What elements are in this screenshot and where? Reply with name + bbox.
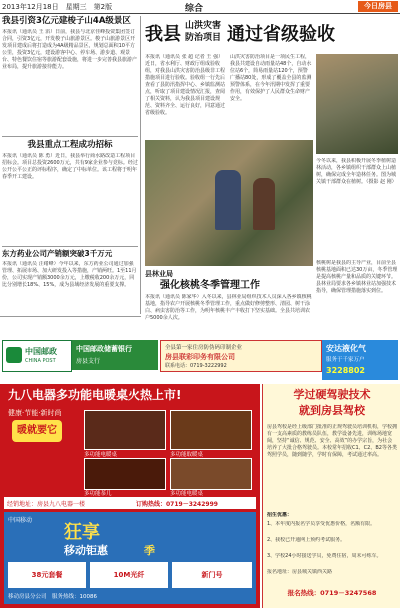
left-column	[2, 16, 138, 314]
article-body: 本报讯（通讯员 张 超 记者 王 强）近日，省水利厅、财政厅组成验收组，对我县山洪灾害防治县级非工程措施项目进行验收。验收组一行先后查看了县防汛指挥中心、乡镇监测站点，听取了项目建设情况汇报，查阅了相关资料，认为我县项目建设规范、资料齐全、运行良好，同意通过省级验收。	[145, 54, 226, 116]
sub-kicker: 县林业局	[145, 270, 173, 278]
article-body: 本报讯（通讯员 汪绪峰）今年以来，东方药业公司通过加强管理、拓展市场、加大研发投入等措施，产销两旺。1至11月份，公司实现产销额3000余万元，上缴税收200余万元，同比分别增长18%、15%，成为县域经济发展的重要支撑。	[2, 261, 137, 288]
ad-title: 学过硬驾驶技术	[293, 388, 371, 401]
article-body: 山洪灾害防治项目是一项民生工程，我县共建设自动雨量站48个，自动水位站6个，简易雨量站120个，预警广播站80处，形成了覆盖全县的监测预警体系，在今年汛期中发挥了重要作用，有效保护了人民群众生命财产安全。	[230, 54, 312, 102]
product-label: 多功能取暖桌	[170, 452, 204, 458]
article-body: 本报讯（通讯员 王 滔）日前，我县与北京佳峰投资集团签订合同，引资3亿元，开发梭子山旅游景区。梭子山旅游景区开发项目建成后将打造成为4A级精品景区，规划总面积10平方公里，投资3亿元，建设游客中心、停车场、游步道、观景台、特色餐饮住宿等旅游配套设施，将进一步完善我县旅游产业布局，提升旅游接待能力。	[2, 29, 138, 70]
ad-title: 就到房县驾校	[299, 404, 365, 417]
article-title[interactable]: 我县引资3亿元建梭子山4A级景区	[2, 16, 131, 26]
article-body: 本报讯（通讯员 陈 勇）近日，我县举行商水路改造工程项目招标会。项目总投资2600万元，共有9家企业参与竞标。经过公开公平公正的评标程序，确定了中标单位。该工程将于明年春季开工建设。	[2, 153, 138, 180]
article-photo	[316, 54, 398, 154]
photo-caption: 今冬以来，我县积极开展冬季植树造林活动，各乡镇组织干部群众上山植树，确保完成全年造林任务。图为城关镇干部群众在植树。（摄影 赵 刚）	[316, 158, 397, 185]
divider	[2, 136, 138, 137]
main-headline[interactable]: 我县 山洪灾害 防治项目 通过省级验收	[145, 21, 335, 45]
ad-list-item: 2、我校已开通网上预约考试服务。	[267, 537, 346, 543]
ad-list-item: 3、学校24小时接送学员，免费住宿，周末可练车。	[267, 553, 382, 559]
post-logo-icon	[6, 347, 22, 363]
column-divider	[140, 16, 141, 314]
article-photo	[145, 140, 313, 266]
product-label: 多功能茶几	[84, 491, 112, 497]
ad-title: 九八电器多功能电暖桌火热上市!	[8, 388, 182, 402]
divider	[2, 246, 138, 247]
photo-figure	[253, 178, 275, 230]
product-image	[84, 458, 166, 490]
product-image	[170, 410, 252, 450]
ad-phone: 报名热线：0719－3247568	[287, 589, 377, 597]
product-label: 多功能电暖桌	[84, 452, 118, 458]
ad-list-item: 报名地址：房县城关镇西关路	[267, 569, 333, 575]
offer-tile[interactable]: 10M光纤	[90, 562, 168, 588]
heater-ad[interactable]	[0, 384, 260, 608]
ad-list-item: 1、本年度内报名学员享受优惠价格，名额有限。	[267, 521, 376, 527]
ad-body: 房县驾校是经上级部门批准的正规驾驶员培训机构，学校拥有一支高素质的教练员队伍，教学设备先进，训练场地宽阔，坚持“诚信、规范、安全、高效”的办学宗旨，为社会培养了大批合格驾驶员。本校常年招收C1、C2、B2等各类驾照学员，随到随学，学时有保障，考试通过率高。	[267, 424, 397, 458]
gas-banner[interactable]: 安达液化气 服务于千家万户 3228802	[322, 340, 398, 380]
ad-slogan: 健康·节能·新时尚	[8, 409, 62, 417]
mobile-promo[interactable]: 中国移动 狂享 移动钜惠 季 38元套餐 10M光纤 新门号 移动房县分公司 服务热线：10086	[4, 512, 256, 604]
driving-school-ad[interactable]	[262, 384, 400, 608]
product-image	[170, 458, 252, 490]
product-image	[84, 410, 166, 450]
page-header	[0, 0, 400, 14]
ad-badge: 暖就要它	[12, 420, 62, 442]
section-name: 综合	[185, 4, 204, 14]
article-body: 核桃树是我县的主导产业，目前全县核桃基地面积已达30万亩，冬季管理是提高核桃产量和品质的关键环节。县林业局要求各乡镇林业站加强技术指导，确保管理措施落实到位。	[316, 260, 398, 294]
photo-figure	[215, 170, 241, 230]
issue-date: 2013年12月18日 星期三 第2版	[2, 3, 113, 11]
newspaper-logo: 今日房县	[358, 1, 398, 12]
post-banner[interactable]	[2, 340, 72, 372]
offer-tile[interactable]: 新门号	[172, 562, 252, 588]
offer-tile[interactable]: 38元套餐	[8, 562, 86, 588]
article-title[interactable]: 我县重点工程成功招标	[27, 140, 113, 150]
divider	[0, 316, 141, 317]
article-body: 本报讯（通讯员 陈家华）入冬以来，县林业局组织技术人员深入各乡镇核桃基地，指导农户开展核桃冬季管理工作，重点做好修剪整形、清园、树干涂白、病虫害防治等工作，为明年核桃丰产丰收打下坚实基础。全县共培训农户5000余人次。	[145, 294, 312, 321]
ad-contact-bar: 经销地址：房县九八电器一楼 订购热线：0719－3242999	[4, 497, 256, 509]
printing-banner[interactable]: 全县第一家住房防伪码印制企业 房县联彩印务有限公司 联系电话：0719-3222992	[160, 340, 322, 372]
ad-list-title: 招生优惠：	[267, 512, 293, 518]
article-title[interactable]: 强化核桃冬季管理工作	[160, 280, 260, 291]
product-label: 多功能电暖桌	[170, 491, 204, 497]
article-title[interactable]: 东方药业公司产销额突破3千万元	[2, 249, 113, 258]
post-logo-sub: CHINA POST	[25, 358, 56, 364]
bank-banner[interactable]: 中国邮政储蓄银行 房县支行	[72, 340, 158, 370]
post-logo-text: 中国邮政	[25, 347, 57, 356]
